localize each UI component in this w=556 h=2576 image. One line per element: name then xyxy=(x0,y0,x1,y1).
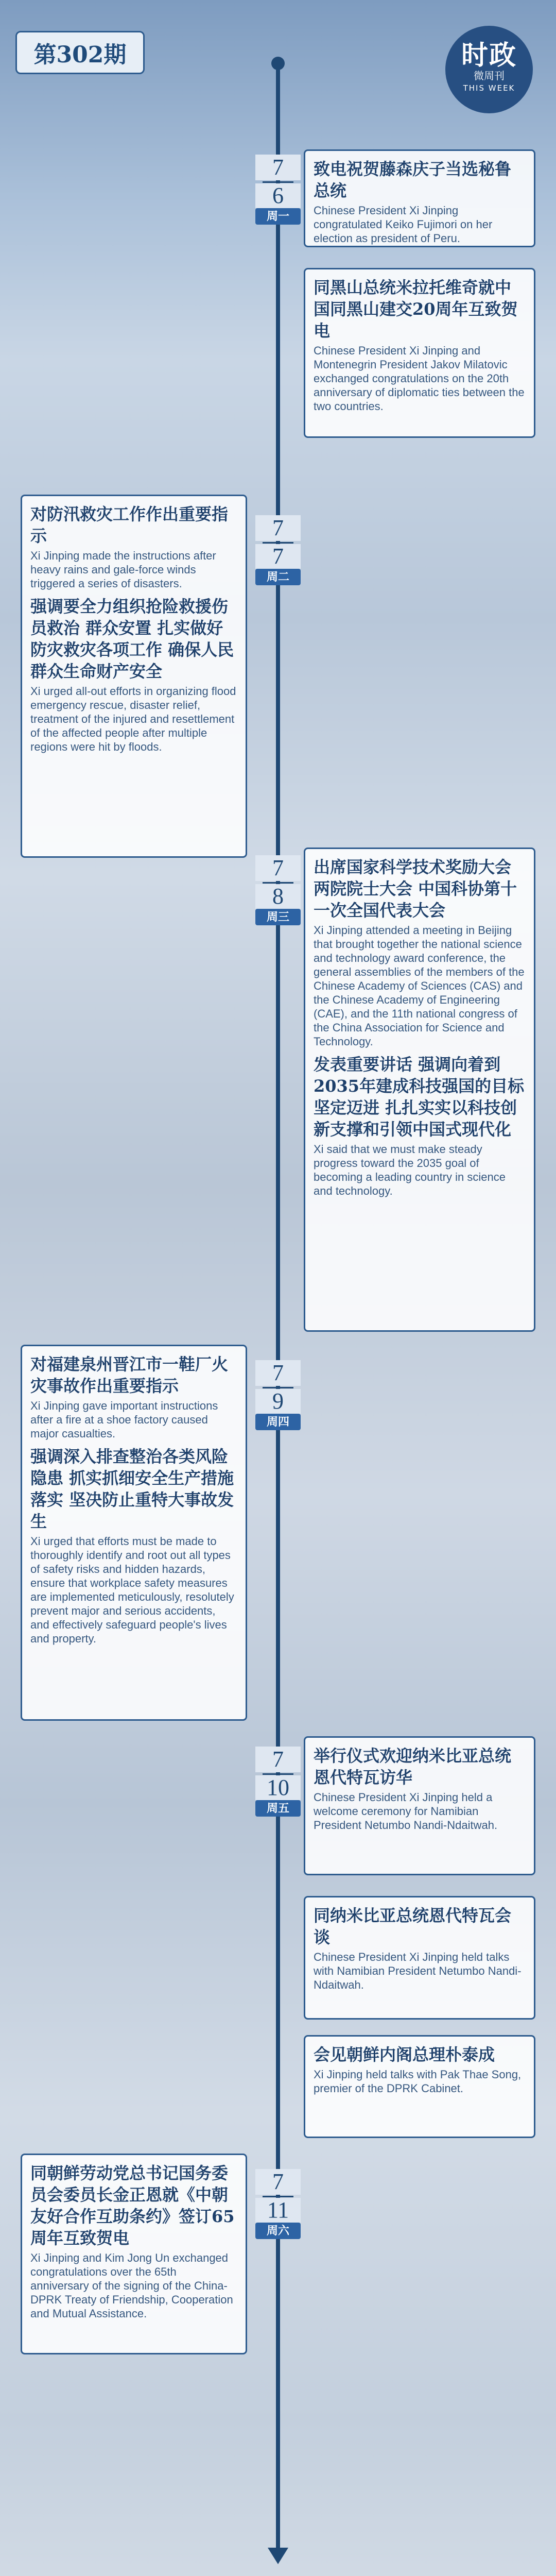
event-card xyxy=(304,848,535,1332)
event-title: 同黑山总统米拉托维奇就中国同黑山建交20周年互致贺电 xyxy=(314,278,518,341)
weekly-logo xyxy=(445,26,533,113)
date-marker-0707 xyxy=(255,515,301,583)
date-day: 9 xyxy=(255,1389,301,1414)
event-description: Xi Jinping held talks with Pak Thae Song, premier of the DPRK Cabinet. xyxy=(314,2068,522,2095)
date-weekday: 周一 xyxy=(255,208,301,225)
logo-en: THIS WEEK xyxy=(463,83,515,93)
date-month: 7 xyxy=(255,1360,301,1386)
date-month: 7 xyxy=(255,2169,301,2195)
event-title: 举行仪式欢迎纳米比亚总统恩代特瓦访华 xyxy=(314,1746,512,1787)
date-month: 7 xyxy=(255,155,301,180)
date-weekday: 周六 xyxy=(255,2223,301,2239)
date-day: 7 xyxy=(255,544,301,569)
date-day: 11 xyxy=(255,2198,301,2223)
event-description: Xi Jinping and Kim Jong Un exchanged congratulations over the 65th anniversary of the signing of the China-DPRK Treaty of Friendship, Cooperation and Mutual Assistance. xyxy=(30,2251,233,2320)
date-month: 7 xyxy=(255,1747,301,1772)
date-month: 7 xyxy=(255,515,301,541)
event-title: 同朝鲜劳动党总书记国务委员会委员长金正恩就《中朝友好合作互助条约》签订65周年互致贺电 xyxy=(30,2163,235,2248)
event-card xyxy=(304,2035,535,2138)
event-description: Chinese President Xi Jinping held talks with Namibian President Netumbo Nandi-Ndaitwah. xyxy=(314,1951,522,1991)
event-card xyxy=(21,495,247,858)
date-weekday: 周五 xyxy=(255,1800,301,1817)
date-marker-0706 xyxy=(255,155,301,223)
timeline-arrow-icon xyxy=(268,2548,288,2564)
event-description: Chinese President Xi Jinping and Montenegrin President Jakov Milatovic exchanged congratulations on the 20th anniversary of diplomatic ties between the two countries. xyxy=(314,344,525,413)
date-weekday: 周三 xyxy=(255,909,301,925)
date-marker-0710 xyxy=(255,1747,301,1815)
date-day: 10 xyxy=(255,1775,301,1800)
event-subtitle: 强调要全力组织抢险救援伤员救治 群众安置 扎实做好防灾救灾各项工作 确保人民群众生命财产安全 xyxy=(30,597,234,681)
issue-number: 第302期 xyxy=(15,31,145,74)
date-month: 7 xyxy=(255,855,301,881)
event-subtitle: 发表重要讲话 强调向着到2035年建成科技强国的目标坚定迈进 扎扎实实以科技创新支撑和引领中国式现代化 xyxy=(314,1055,525,1139)
date-weekday: 周二 xyxy=(255,569,301,585)
event-description: Xi Jinping made the instructions after heavy rains and gale-force winds triggered a series of disasters. xyxy=(30,549,216,590)
date-weekday: 周四 xyxy=(255,1414,301,1430)
date-marker-0709 xyxy=(255,1360,301,1428)
event-description: Chinese President Xi Jinping held a welcome ceremony for Namibian President Netumbo Nandi-Ndaitwah. xyxy=(314,1791,498,1832)
event-title: 出席国家科学技术奖励大会 两院院士大会 中国科协第十一次全国代表大会 xyxy=(314,857,517,920)
event-subtitle: 强调深入排查整治各类风险隐患 抓实抓细安全生产措施落实 坚决防止重特大事故发生 xyxy=(30,1447,234,1531)
event-description: Chinese President Xi Jinping congratulated Keiko Fujimori on her election as president of Peru. xyxy=(314,204,493,245)
event-card xyxy=(304,149,535,247)
date-marker-0711 xyxy=(255,2169,301,2237)
date-day: 6 xyxy=(255,183,301,208)
event-card xyxy=(304,1736,535,1875)
logo-sub: 微周刊 xyxy=(474,70,505,82)
event-description: Xi Jinping attended a meeting in Beijing that brought together the national science and technology award conference, the general assemblies of the members of the Chinese Academy of Sciences (CAS) and the Chinese Academy of Engineering (CAE), and the 11th national congress of the China Association for Science and Technology. xyxy=(314,924,525,1048)
event-title: 致电祝贺藤森庆子当选秘鲁总统 xyxy=(314,159,512,200)
event-card xyxy=(304,268,535,438)
event-card xyxy=(21,1345,247,1721)
event-description-2: Xi said that we must make steady progress toward the 2035 goal of becoming a leading country in science and technology. xyxy=(314,1143,506,1197)
event-description: Xi Jinping gave important instructions after a fire at a shoe factory caused major casualties. xyxy=(30,1399,218,1440)
event-title: 对福建泉州晋江市一鞋厂火灾事故作出重要指示 xyxy=(30,1354,229,1396)
date-day: 8 xyxy=(255,884,301,909)
logo-main: 时政 xyxy=(461,40,517,71)
event-description-2: Xi urged all-out efforts in organizing flood emergency rescue, disaster relief, treatment of the injured and resettlement of the affected people after multiple regions were hit by floods. xyxy=(30,685,236,753)
date-marker-0708 xyxy=(255,855,301,923)
event-title: 同纳米比亚总统恩代特瓦会谈 xyxy=(314,1906,512,1947)
event-card xyxy=(21,2154,247,2354)
event-card xyxy=(304,1896,535,2020)
event-title: 会见朝鲜内阁总理朴泰成 xyxy=(314,2045,495,2064)
event-description-2: Xi urged that efforts must be made to thoroughly identify and root out all types of safety risks and hidden hazards, ensure that workplace safety measures are implemented meticulously, resolutely prevent major and serious accidents, and effectively safeguard people's lives and property. xyxy=(30,1535,234,1645)
event-title: 对防汛救灾工作作出重要指示 xyxy=(30,504,229,546)
